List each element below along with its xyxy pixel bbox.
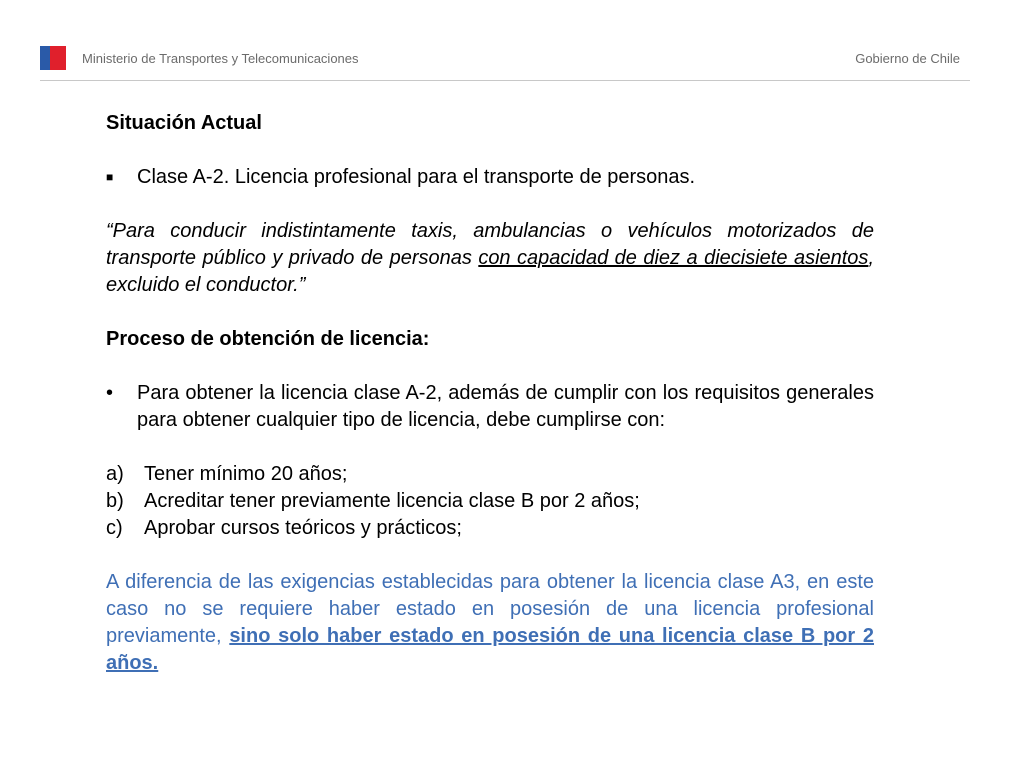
government-name: Gobierno de Chile — [855, 51, 960, 66]
chile-flag-logo — [40, 46, 66, 70]
difference-note — [106, 569, 874, 677]
requirement-text: Tener mínimo 20 años; — [144, 463, 348, 485]
note-text: A diferencia de las exigencias establecidas para obtener la licencia clase A3, en este caso no se requiere haber estado en posesión de una licencia profesional previamente, — [106, 571, 874, 647]
requirement-label: c) — [106, 517, 123, 539]
license-definition-quote — [106, 218, 874, 299]
section-title-process: Proceso de obtención de licencia: — [106, 328, 430, 350]
requirement-label: a) — [106, 463, 124, 485]
note-emphasis: sino solo haber estado en posesión de una licencia clase B por 2 años. — [106, 625, 875, 674]
requirement-item — [106, 515, 874, 542]
header-divider — [40, 80, 970, 81]
license-class-text: Clase A-2. Licencia profesional para el transporte de personas. — [137, 166, 696, 188]
dot-bullet-icon: • — [106, 382, 114, 404]
flag-red-block — [50, 46, 66, 70]
requirement-label: b) — [106, 490, 124, 512]
process-text: Para obtener la licencia clase A-2, además de cumplir con los requisitos generales para obtener cualquier tipo de licencia, debe cumplirse con: — [137, 382, 874, 431]
slide-content — [106, 110, 874, 677]
quote-part-2: , excluido el conductor.” — [106, 247, 874, 296]
requirement-text: Acreditar tener previamente licencia clase B por 2 años; — [144, 490, 640, 512]
square-bullet-icon: ■ — [106, 170, 114, 184]
requirement-item — [106, 488, 874, 515]
flag-blue-block — [40, 46, 50, 70]
quote-underlined: con capacidad de diez a diecisiete asientos — [478, 247, 869, 269]
requirement-item — [106, 461, 874, 488]
requirement-text: Aprobar cursos teóricos y prácticos; — [144, 517, 462, 539]
process-item — [106, 380, 874, 434]
license-class-item — [106, 164, 874, 191]
quote-part-1: “Para conducir indistintamente taxis, ambulancias o vehículos motorizados de transporte público y privado de personas — [106, 220, 874, 269]
ministry-name: Ministerio de Transportes y Telecomunicaciones — [82, 51, 359, 66]
section-title-current-situation: Situación Actual — [106, 112, 262, 134]
